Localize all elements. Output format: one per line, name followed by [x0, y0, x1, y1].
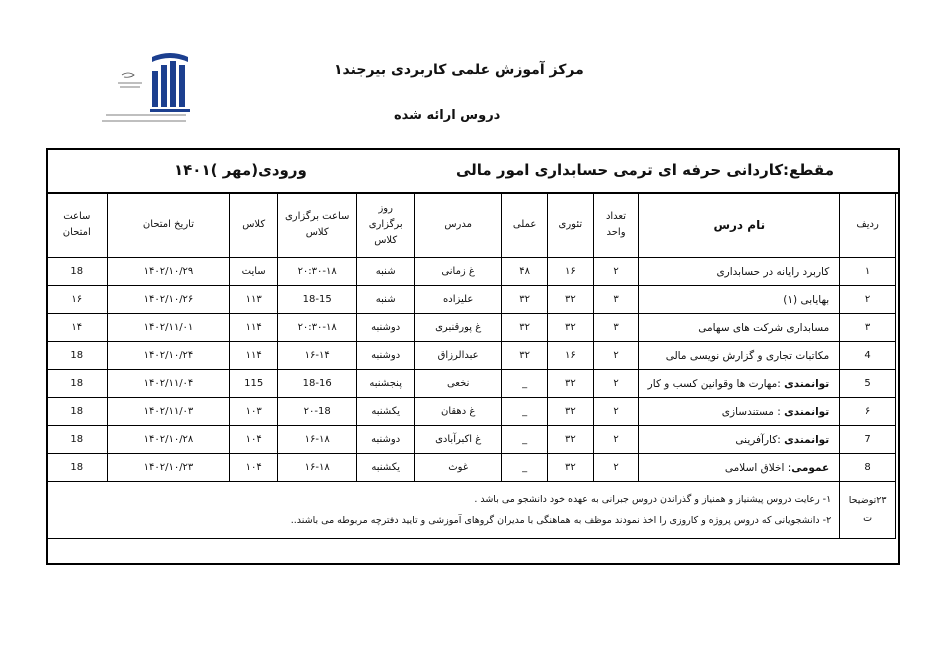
table-row: [47, 454, 896, 482]
cell-room: ۱۰۴: [230, 426, 278, 454]
cell-time: 18-15: [278, 286, 357, 314]
cell-exam-date: ۱۴۰۲/۱۰/۲۳: [107, 454, 230, 482]
course-name: بهایابی (۱): [783, 293, 830, 306]
cell-practical: ۳۲: [502, 286, 548, 314]
cell-theory: ۳۲: [547, 398, 593, 426]
cell-exam-time: ۱۴: [47, 314, 108, 342]
note-line-1: ۱- رعایت دروس پیشنیاز و همنیاز و گذراندن دروس جبرانی به عهده خود دانشجو می باشد .: [474, 494, 832, 505]
cell-teacher: غ پورقنبری: [415, 314, 502, 342]
cell-day: یکشنبه: [357, 454, 415, 482]
col-header-theory: تئوری: [547, 193, 593, 258]
notes-label-line2: ت: [863, 513, 873, 524]
cell-teacher: نخعی: [415, 370, 502, 398]
cell-exam-time: 18: [47, 342, 108, 370]
cell-practical: ۳۲: [502, 314, 548, 342]
notes-row: [47, 482, 896, 539]
cell-practical: _: [502, 454, 548, 482]
cell-exam-time: 18: [47, 454, 108, 482]
table-row: [47, 398, 896, 426]
cell-units: ۲: [593, 454, 639, 482]
table-row: [47, 342, 896, 370]
course-name: :مهارت ها وقوانین کسب و کار: [647, 377, 785, 390]
cell-practical: _: [502, 370, 548, 398]
cell-day: یکشنبه: [357, 398, 415, 426]
col-header-units: تعداد واحد: [593, 193, 639, 258]
table-row: [47, 370, 896, 398]
course-name: کاربرد رایانه در حسابداری: [716, 265, 830, 278]
table-row: [47, 258, 896, 286]
entry-title: ورودی(مهر )۱۴۰۱: [174, 161, 307, 179]
cell-row-number: ۳: [840, 314, 896, 342]
cell-exam-time: 18: [47, 398, 108, 426]
course-name: :کارآفرینی: [735, 433, 785, 446]
cell-row-number: 4: [840, 342, 896, 370]
offered-courses-title: دروس ارائه شده: [394, 108, 501, 123]
cell-teacher: علیزاده: [415, 286, 502, 314]
cell-time: ۲۰:۳۰-۱۸: [278, 314, 357, 342]
cell-practical: ۳۲: [502, 342, 548, 370]
cell-course: [639, 342, 840, 370]
cell-course: [639, 286, 840, 314]
table-header-row: [47, 193, 896, 258]
program-title: مقطع:کاردانی حرفه ای ترمی حسابداری امور مالی: [455, 161, 834, 179]
course-name: : مستندسازی: [721, 405, 785, 418]
cell-teacher: غ اکبرآبادی: [415, 426, 502, 454]
cell-course: [639, 314, 840, 342]
course-category: عمومی: [791, 461, 830, 474]
col-header-room: کلاس: [230, 193, 278, 258]
course-name: مکاتبات تجاری و گزارش نویسی مالی: [665, 349, 830, 362]
cell-theory: ۳۲: [547, 370, 593, 398]
course-table: [46, 192, 896, 539]
cell-exam-date: ۱۴۰۲/۱۰/۲۹: [107, 258, 230, 286]
course-table-frame: [46, 148, 900, 565]
cell-time: ۱۶-۱۸: [278, 426, 357, 454]
cell-exam-date: ۱۴۰۲/۱۰/۲۸: [107, 426, 230, 454]
cell-course: [639, 258, 840, 286]
cell-exam-date: ۱۴۰۲/۱۱/۰۱: [107, 314, 230, 342]
cell-day: شنبه: [357, 286, 415, 314]
cell-practical: _: [502, 398, 548, 426]
cell-theory: ۳۲: [547, 286, 593, 314]
cell-row-number: 8: [840, 454, 896, 482]
cell-teacher: غ دهقان: [415, 398, 502, 426]
note-line-2: ۲- دانشجویانی که دروس پروژه و کاروزی را اخذ نمودند موظف به هماهنگی با مدیران گروهای آموزشی و تایید دفترچه مربوطه می باشند..: [290, 515, 832, 526]
cell-teacher: عبدالرزاق: [415, 342, 502, 370]
cell-exam-time: 18: [47, 370, 108, 398]
cell-row-number: 5: [840, 370, 896, 398]
cell-units: ۲: [593, 370, 639, 398]
cell-teacher: غ زمانی: [415, 258, 502, 286]
cell-theory: ۱۶: [547, 342, 593, 370]
cell-units: ۲: [593, 426, 639, 454]
cell-theory: ۳۲: [547, 314, 593, 342]
cell-theory: ۱۶: [547, 258, 593, 286]
cell-exam-time: 18: [47, 426, 108, 454]
table-title-bar: [48, 150, 898, 194]
cell-time: ۲۰:۳۰-۱۸: [278, 258, 357, 286]
cell-room: ۱۱۴: [230, 314, 278, 342]
table-row: [47, 314, 896, 342]
course-category: توانمندی: [784, 433, 830, 446]
cell-row-number: ۶: [840, 398, 896, 426]
cell-course: [639, 426, 840, 454]
cell-room: سایت: [230, 258, 278, 286]
logo-emblem-icon: [92, 53, 192, 131]
cell-units: ۳: [593, 286, 639, 314]
table-row: [47, 286, 896, 314]
cell-time: ۲۰-18: [278, 398, 357, 426]
col-header-time: ساعت برگزاری کلاس: [278, 193, 357, 258]
col-header-course: نام درس: [639, 193, 840, 258]
cell-teacher: غوث: [415, 454, 502, 482]
course-name: مسابداری شرکت های سهامی: [698, 321, 830, 334]
cell-units: ۲: [593, 398, 639, 426]
cell-course: [639, 398, 840, 426]
col-header-exam-date: تاریخ امتحان: [107, 193, 230, 258]
cell-day: شنبه: [357, 258, 415, 286]
cell-room: ۱۱۳: [230, 286, 278, 314]
cell-room: ۱۰۳: [230, 398, 278, 426]
notes-label: [840, 482, 896, 539]
cell-day: پنجشنبه: [357, 370, 415, 398]
course-category: توانمندی: [784, 377, 830, 390]
cell-exam-date: ۱۴۰۲/۱۰/۲۶: [107, 286, 230, 314]
cell-units: ۳: [593, 314, 639, 342]
notes-label-line1: ۲۳توضیحا: [848, 495, 887, 506]
cell-course: [639, 454, 840, 482]
col-header-day: روز برگزاری کلاس: [357, 193, 415, 258]
cell-time: ۱۶-۱۸: [278, 454, 357, 482]
cell-row-number: ۲: [840, 286, 896, 314]
col-header-exam-time: ساعت امتحان: [47, 193, 108, 258]
cell-exam-date: ۱۴۰۲/۱۱/۰۴: [107, 370, 230, 398]
cell-exam-date: ۱۴۰۲/۱۱/۰۳: [107, 398, 230, 426]
cell-row-number: ۱: [840, 258, 896, 286]
cell-units: ۲: [593, 258, 639, 286]
cell-row-number: 7: [840, 426, 896, 454]
cell-room: 115: [230, 370, 278, 398]
cell-exam-time: 18: [47, 258, 108, 286]
col-header-row: ردیف: [840, 193, 896, 258]
cell-theory: ۳۲: [547, 426, 593, 454]
cell-practical: _: [502, 426, 548, 454]
cell-time: 18-16: [278, 370, 357, 398]
notes-content: [47, 482, 840, 539]
cell-day: دوشنبه: [357, 426, 415, 454]
cell-exam-time: ۱۶: [47, 286, 108, 314]
cell-day: دوشنبه: [357, 342, 415, 370]
cell-theory: ۳۲: [547, 454, 593, 482]
course-category: توانمندی: [784, 405, 830, 418]
institution-logo: [92, 53, 192, 131]
cell-room: ۱۰۴: [230, 454, 278, 482]
cell-course: [639, 370, 840, 398]
col-header-practical: عملی: [502, 193, 548, 258]
cell-time: ۱۶-۱۴: [278, 342, 357, 370]
cell-room: ۱۱۴: [230, 342, 278, 370]
col-header-teacher: مدرس: [415, 193, 502, 258]
cell-exam-date: ۱۴۰۲/۱۰/۲۴: [107, 342, 230, 370]
institution-name: مرکز آموزش علمی کاربردی بیرجند۱: [334, 62, 584, 78]
table-row: [47, 426, 896, 454]
cell-day: دوشنبه: [357, 314, 415, 342]
cell-practical: ۴۸: [502, 258, 548, 286]
cell-units: ۲: [593, 342, 639, 370]
course-name: : اخلاق اسلامی: [724, 461, 792, 474]
